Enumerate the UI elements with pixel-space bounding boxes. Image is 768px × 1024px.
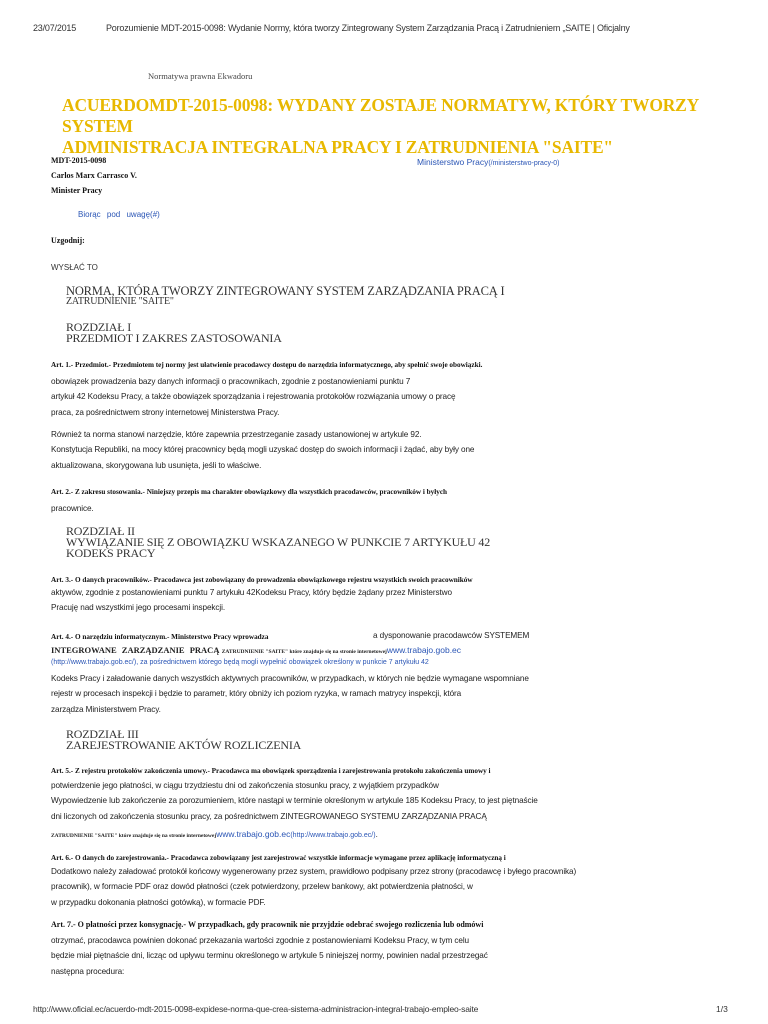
paragraph-line: obowiązek prowadzenia bazy danych informacji o pracownikach, zgodnie z postanowieniami punktu 7 [51,377,411,386]
paragraph-line: pracownik), w formacie PDF oraz dowód płatności (czek potwierdzony, przelew bankowy, akt potwierdzenia płatności, w [51,882,473,892]
system-name-small: ZATRUDNIENIE "SAITE" które znajduje się na stronie internetowej [51,833,217,839]
art-4-line-2 [51,659,429,666]
ministry-link[interactable] [417,157,560,167]
breadcrumb[interactable]: Normatywa prawna Ekwadoru [148,71,253,81]
paragraph-line: będzie miał piętnaście dni, licząc od upływu terminu określonego w artykule 5 niniejszej normy, powinien nadal przestrzegać [51,951,488,961]
system-name-small: ZATRUDNIENIE "SAITE" które znajduje się na stronie internetowej [221,649,387,655]
document-author: Carlos Marx Carrasco V. [51,171,137,180]
paragraph-line: otrzymać, pracodawca powinien dokonać przekazania wartości zgodnie z postanowieniami Kodeksu Pracy, w tym celu [51,936,469,945]
paragraph-line: Kodeks Pracy i załadowanie danych wszystkich aktywnych pracowników, w przypadkach, w których nie będzie wymagane wspomniane [51,674,529,683]
chapter-2-number: ROZDZIAŁ II [66,524,135,538]
paragraph-line: aktywów, zgodnie z postanowieniami punktu 7 artykułu 42Kodeksu Pracy, który będzie żądany przez Ministerstwo [51,588,452,597]
paragraph-line: Pracuję nad wszystkimi jego procesami inspekcji. [51,603,226,613]
art-4-heading-tail: a dysponowanie pracodawców SYSTEMEM [373,631,530,640]
paragraph-line: Również ta norma stanowi narzędzie, które zapewnia przestrzeganie zasady ustanowionej w artykule 92. [51,430,422,439]
page-title [62,95,752,158]
art-5-line-end: . [375,830,378,839]
trabajo-link[interactable]: www.trabajo.gob.ec [216,829,291,839]
art-4-heading: Art. 4.- O narzędziu informatycznym.- Ministerstwo Pracy wprowadza [51,633,269,641]
chapter-1-heading [66,322,282,344]
art-2-heading: Art. 2.- Z zakresu stosowania.- Niniejszy przepis ma charakter obowiązkowy dla wszystkich pracodawców, pracowników i byłych [51,488,448,496]
art-5-text [51,778,538,824]
title-line-2: ADMINISTRACJA INTEGRALNA PRACY I ZATRUDNIENIA "SAITE" [62,137,613,157]
footer-url[interactable]: http://www.oficial.ec/acuerdo-mdt-2015-0098-expidese-norma-que-crea-sistema-administracion-integral-trabajo-empleo-saite [33,1004,479,1014]
send-label: WYSŁAĆ TO [51,263,98,272]
art-2-text: pracownice. [51,504,94,513]
title-line-1: ACUERDOMDT-2015-0098: WYDANY ZOSTAJE NORMATYW, KTÓRY TWORZY SYSTEM [62,95,699,136]
chapter-2-heading [66,526,490,559]
print-page-title: Porozumienie MDT-2015-0098: Wydanie Normy, która tworzy Zintegrowany System Zarządzania Pracą i Zatrudnieniem „SAITE | Oficjalny [106,23,630,33]
paragraph-line: potwierdzenie jego płatności, w ciągu trzydziestu dni od zakończenia stosunku pracy, z wyjątkiem przypadków [51,781,439,790]
norm-title [66,286,504,306]
chapter-1-number: ROZDZIAŁ I [66,320,131,334]
art-1-heading: Art. 1.- Przedmiot.- Przedmiotem tej normy jest ułatwienie pracodawcy dostępu do narzędzia informatycznego, aby spełnić swoje obowiązki. [51,361,483,369]
paragraph-line: praca, za pośrednictwem strony internetowej Ministerstwa Pracy. [51,407,280,417]
paragraph-line: dni liczonych od zakończenia stosunku pracy, za pośrednictwem ZINTEGROWANEGO SYSTEMU ZARZĄDZANIA PRACĄ [51,811,487,821]
paragraph-line: Wypowiedzenie lub zakończenie za porozumieniem, które nastąpi w terminie określonym w artykule 185 Kodeksu Pracy, to jest piętnaście [51,796,538,806]
trabajo-href-link[interactable]: (http://www.trabajo.gob.ec/) [290,832,376,839]
norm-title-line-2: ZATRUDNIENIE "SAITE" [66,296,174,307]
document-role: Minister Pracy [51,186,103,195]
art-5-line-4 [51,824,378,842]
art-1-text [51,374,455,420]
paragraph-line: Dodatkowo należy załadować protokół końcowy wygenerowany przez system, prawidłowo podpisany przez strony (pracodawcę i byłego pracownika) [51,867,577,876]
paragraph-line: artykuł 42 Kodeksu Pracy, a także obowiązek sporządzania i rejestrowania protokołów rozwiązania umowy o pracę [51,392,456,402]
trabajo-link[interactable]: www.trabajo.gob.ec [386,645,462,655]
norm-title-line-1: NORMA, KTÓRA TWORZY ZINTEGROWANY SYSTEM ZARZĄDZANIA PRACĄ I [66,284,505,298]
chapter-3-heading [66,729,301,751]
chapter-3-name: ZAREJESTROWANIE AKTÓW ROZLICZENIA [66,738,302,752]
art-4-line-2-text: , za pośrednictwem którego będą mogli wypełnić obowiązek określony w punkcie 7 artykułu 42 [136,659,429,666]
art-6-heading: Art. 6.- O danych do zarejestrowania.- Pracodawca zobowiązany jest zarejestrować wszystkie informacje wymagane przez aplikację informatyczną i [51,854,506,862]
art-5-heading: Art. 5.- Z rejestru protokołów zakończenia umowy.- Pracodawca ma obowiązek sporządzenia i zarejestrowania protokołu zakończenia umowy i [51,767,491,775]
paragraph-line: rejestr w procesach inspekcji i będzie to parametr, który obniży ich poziom ryzyka, w ramach matrycy inspekcji, która [51,689,462,699]
paragraph-line: w przypadku dokonania płatności gotówką), w formacie PDF. [51,897,266,907]
art-4-line-1 [51,645,461,655]
page-number: 1/3 [716,1004,728,1014]
art-3-heading: Art. 3.- O danych pracowników.- Pracodawca jest zobowiązany do prowadzenia obowiązkowego rejestru wszystkich swoich pracowników [51,576,473,584]
agreed-label: Uzgodnij: [51,236,85,245]
ministry-link-href[interactable]: (/ministerstwo-pracy-0) [488,160,560,167]
paragraph-line: zarządza Ministerstwem Pracy. [51,704,161,714]
ministry-link-label[interactable]: Ministerstwo Pracy [417,157,489,167]
paragraph-line: aktualizowana, skorygowana lub usunięta, jeśli to właściwe. [51,460,262,470]
art-7-heading: Art. 7.- O płatności przez konsygnację.- W przypadkach, gdy pracownik nie przyjdzie odebrać swojego rozliczenia lub odmówi [51,920,484,929]
art-7-text [51,933,488,979]
paragraph-line: Konstytucja Republiki, na mocy której pracownicy będą mogli uzyskać dostęp do swoich informacji i żądać, aby były one [51,445,475,455]
document-ref: MDT-2015-0098 [51,156,107,165]
art-1-text-2 [51,427,474,473]
system-name: INTEGROWANE ZARZĄDZANIE PRACĄ [51,645,220,655]
consider-link[interactable]: Biorąc pod uwagę(#) [78,210,160,219]
art-6-text [51,864,576,910]
chapter-1-name: PRZEDMIOT I ZAKRES ZASTOSOWANIA [66,331,282,345]
chapter-2-name-2: KODEKS PRACY [66,546,156,560]
trabajo-href-link[interactable]: (http://www.trabajo.gob.ec/) [51,659,137,666]
art-4-text [51,671,529,717]
chapter-2-name-1: WYWIĄZANIE SIĘ Z OBOWIĄZKU WSKAZANEGO W PUNKCIE 7 ARTYKUŁU 42 [66,535,491,549]
chapter-3-number: ROZDZIAŁ III [66,727,139,741]
print-date: 23/07/2015 [33,23,77,33]
paragraph-line: następna procedura: [51,966,125,976]
art-3-text [51,585,452,616]
